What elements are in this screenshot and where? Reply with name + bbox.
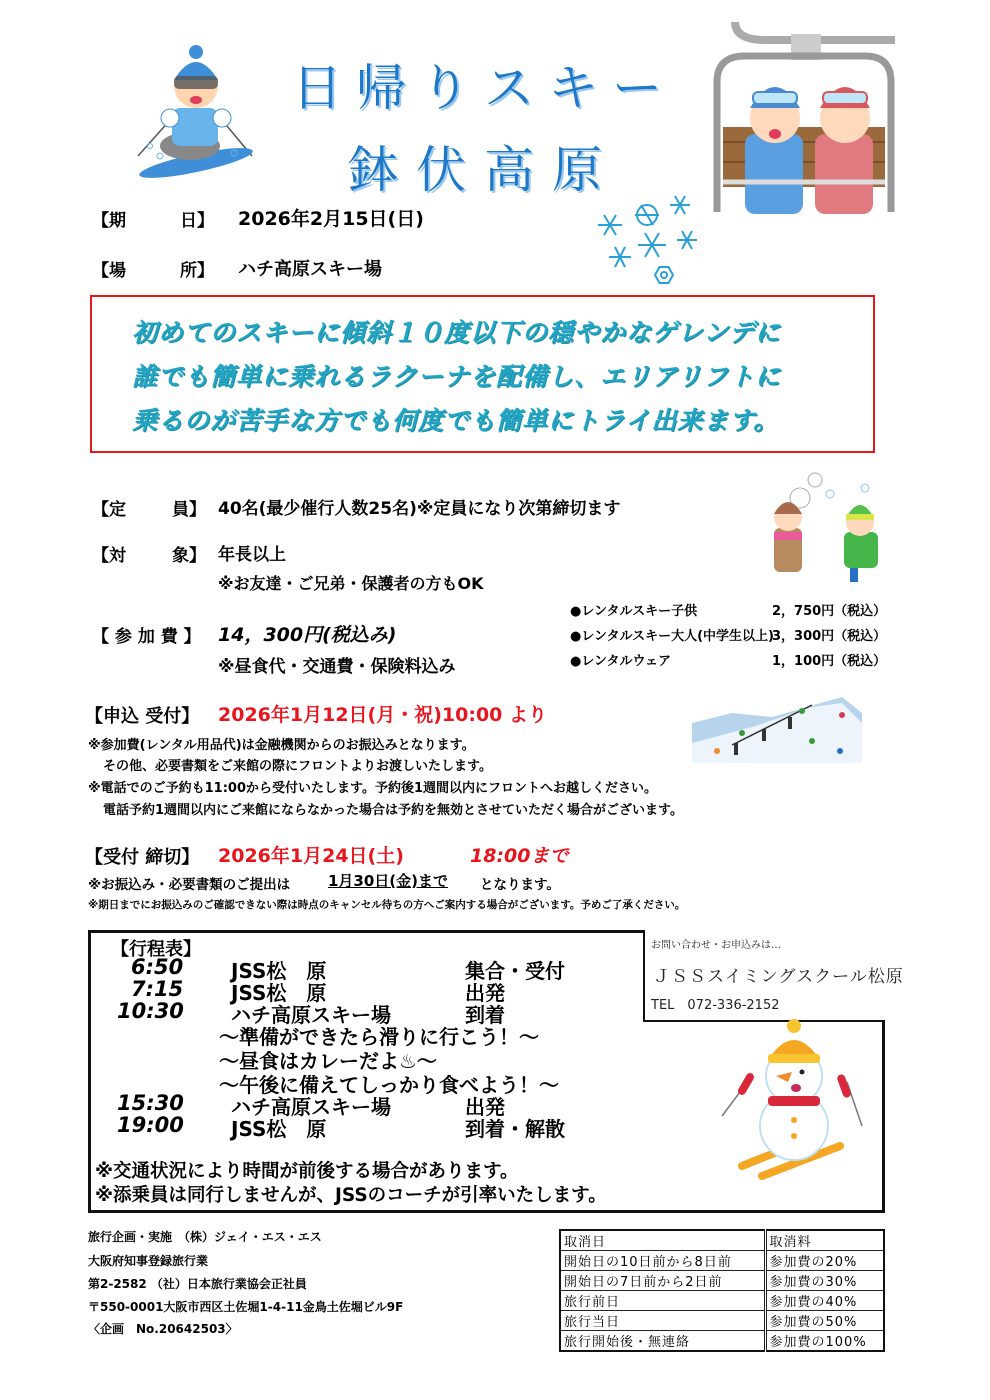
schedule-place: ハチ高原スキー場 — [231, 1003, 391, 1027]
table-cell: 開始日の7日前から2日前 — [560, 1271, 765, 1291]
deadline-date: 2026年1月24日(土) — [218, 845, 404, 867]
schedule-action: 出発 — [465, 981, 505, 1005]
highlight-line-3: 乗るのが苦手な方でも何度でも簡単にトライ出来ます。 — [132, 406, 780, 435]
table-cell: 参加費の40% — [765, 1291, 884, 1311]
fee-note: ※昼食代・交通費・保険料込み — [218, 657, 456, 677]
place-value: ハチ高原スキー場 — [238, 259, 382, 280]
schedule-comment: ～準備ができたら滑りに行こう！～ — [219, 1025, 539, 1049]
schedule-action: 出発 — [465, 1095, 505, 1119]
application-note-3: ※電話でのご予約も11:00から受付いたします。予約後1週間以内にフロントへお越しください。 — [88, 781, 658, 796]
table-header: 取消料 — [765, 1230, 884, 1251]
table-header-row — [560, 1230, 884, 1251]
target-label-right: 象】 — [172, 546, 206, 566]
application-value: 2026年1月12日(月・祝)10:00 より — [218, 704, 548, 726]
application-label: 【申込 受付】 — [85, 706, 200, 727]
table-row — [560, 1291, 884, 1311]
rental-item-name: ●レンタルスキー大人(中学生以上) — [570, 629, 774, 644]
target-label-left: 【対 — [92, 546, 126, 566]
schedule-place: JSS松 原 — [231, 959, 327, 983]
application-note-2: その他、必要書類をご来館の際にフロントよりお渡しいたします。 — [103, 759, 492, 774]
date-label-right: 日】 — [180, 211, 214, 231]
application-note-4: 電話予約1週間以内にご来館にならなかった場合は予約を無効とさせていただく場合がございます。 — [103, 803, 684, 818]
schedule-time: 6:50 — [131, 955, 184, 979]
table-cell: 参加費の30% — [765, 1271, 884, 1291]
deadline-note-2: ※期日までにお振込みのご確認できない際は時点のキャンセル待ちの方へご案内する場合がございます。予めご了承ください。 — [88, 899, 686, 911]
table-cell: 参加費の20% — [765, 1251, 884, 1271]
schedule-comment: ～昼食はカレーだよ♨～ — [219, 1049, 437, 1073]
schedule-comment: ～午後に備えてしっかり食べよう！～ — [219, 1073, 559, 1097]
schedule-action: 集合・受付 — [465, 959, 565, 983]
date-label-left: 【期 — [92, 211, 126, 231]
skier-boy-illustration — [130, 38, 260, 183]
capacity-label-left: 【定 — [92, 500, 126, 520]
target-value: 年長以上 — [218, 545, 286, 565]
contact-tel: TEL 072-336-2152 — [651, 998, 780, 1013]
highlight-line-2: 誰でも簡単に乗れるラクーナを配備し、エリアリフトに — [132, 362, 782, 391]
title-line-1: 日帰りスキー — [292, 59, 676, 117]
rental-item-name: ●レンタルスキー子供 — [570, 604, 698, 619]
table-header: 取消日 — [560, 1230, 765, 1251]
table-cell: 参加費の100% — [765, 1331, 884, 1352]
footer-line-4: 〒550-0001大阪市西区土佐堀1-4-11金鳥土佐堀ビル9F — [88, 1300, 404, 1314]
highlight-line-1: 初めてのスキーに傾斜１０度以下の穏やかなゲレンデに — [132, 318, 781, 347]
schedule-place: JSS松 原 — [231, 1117, 327, 1141]
deadline-label: 【受付 締切】 — [85, 847, 200, 868]
table-cell: 旅行前日 — [560, 1291, 765, 1311]
date-value: 2026年2月15日(日) — [238, 208, 424, 230]
snowflakes-illustration — [592, 195, 702, 285]
deadline-note-prefix: ※お振込み・必要書類のご提出は — [88, 877, 291, 893]
footer-line-1: 旅行企画・実施 （株）ジェイ・エス・エス — [88, 1230, 322, 1244]
schedule-note-2: ※添乗員は同行しませんが、JSSのコーチが引率いたします。 — [95, 1185, 607, 1206]
footer-line-3: 第2-2582 （社）日本旅行業協会正社員 — [88, 1277, 307, 1291]
schedule-place: JSS松 原 — [231, 981, 327, 1005]
target-note: ※お友達・ご兄弟・保護者の方もOK — [218, 574, 484, 593]
deadline-note-date: 1月30日(金)まで — [328, 872, 449, 890]
rental-item-price: 3，300円（税込） — [772, 629, 887, 644]
snowman-skiing-illustration — [712, 1016, 872, 1186]
application-note-1: ※参加費(レンタル用品代)は金融機関からのお振込みとなります。 — [88, 738, 475, 753]
schedule-time: 10:30 — [117, 999, 184, 1023]
table-row — [560, 1271, 884, 1291]
contact-caption: お問い合わせ・お申込みは… — [651, 940, 781, 951]
contact-box — [643, 930, 904, 1022]
chairlift-couple-illustration — [705, 22, 900, 222]
ski-slope-lift-illustration — [692, 693, 862, 763]
table-cell: 参加費の50% — [765, 1311, 884, 1331]
kids-playing-snow-illustration — [770, 472, 890, 587]
footer-line-2: 大阪府知事登録旅行業 — [88, 1254, 209, 1268]
capacity-label-right: 員】 — [172, 500, 206, 520]
schedule-place: ハチ高原スキー場 — [231, 1095, 391, 1119]
schedule-time: 15:30 — [117, 1091, 184, 1115]
rental-item-price: 1，100円（税込） — [772, 654, 887, 669]
schedule-time: 7:15 — [131, 977, 184, 1001]
rental-item-price: 2，750円（税込） — [772, 604, 887, 619]
schedule-action: 到着 — [465, 1003, 505, 1027]
highlight-box — [90, 295, 875, 453]
title-line-2: 鉢伏高原 — [348, 141, 620, 199]
deadline-time: 18:00まで — [470, 845, 569, 867]
capacity-value: 40名(最少催行人数25名)※定員になり次第締切ます — [218, 499, 621, 519]
schedule-title: 【行程表】 — [111, 939, 201, 960]
footer-line-5: 〈企画 No.20642503〉 — [88, 1322, 238, 1336]
schedule-note-1: ※交通状況により時間が前後する場合があります。 — [95, 1161, 519, 1182]
table-cell: 開始日の10日前から8日前 — [560, 1251, 765, 1271]
place-label-right: 所】 — [180, 261, 214, 281]
table-row — [560, 1311, 884, 1331]
table-row — [560, 1331, 884, 1352]
contact-name: ＪＳＳスイミングスクール松原 — [653, 967, 904, 987]
fee-value: 14，300円(税込み) — [218, 624, 397, 646]
table-cell: 旅行当日 — [560, 1311, 765, 1331]
schedule-time: 19:00 — [117, 1113, 184, 1137]
place-label-left: 【場 — [92, 261, 126, 281]
table-row — [560, 1251, 884, 1271]
table-cell: 旅行開始後・無連絡 — [560, 1331, 765, 1352]
cancellation-table — [559, 1229, 885, 1352]
fee-label: 【 参 加 費 】 — [92, 627, 201, 647]
schedule-action: 到着・解散 — [465, 1117, 565, 1141]
rental-item-name: ●レンタルウェア — [570, 654, 671, 669]
deadline-note-suffix: となります。 — [480, 877, 560, 893]
